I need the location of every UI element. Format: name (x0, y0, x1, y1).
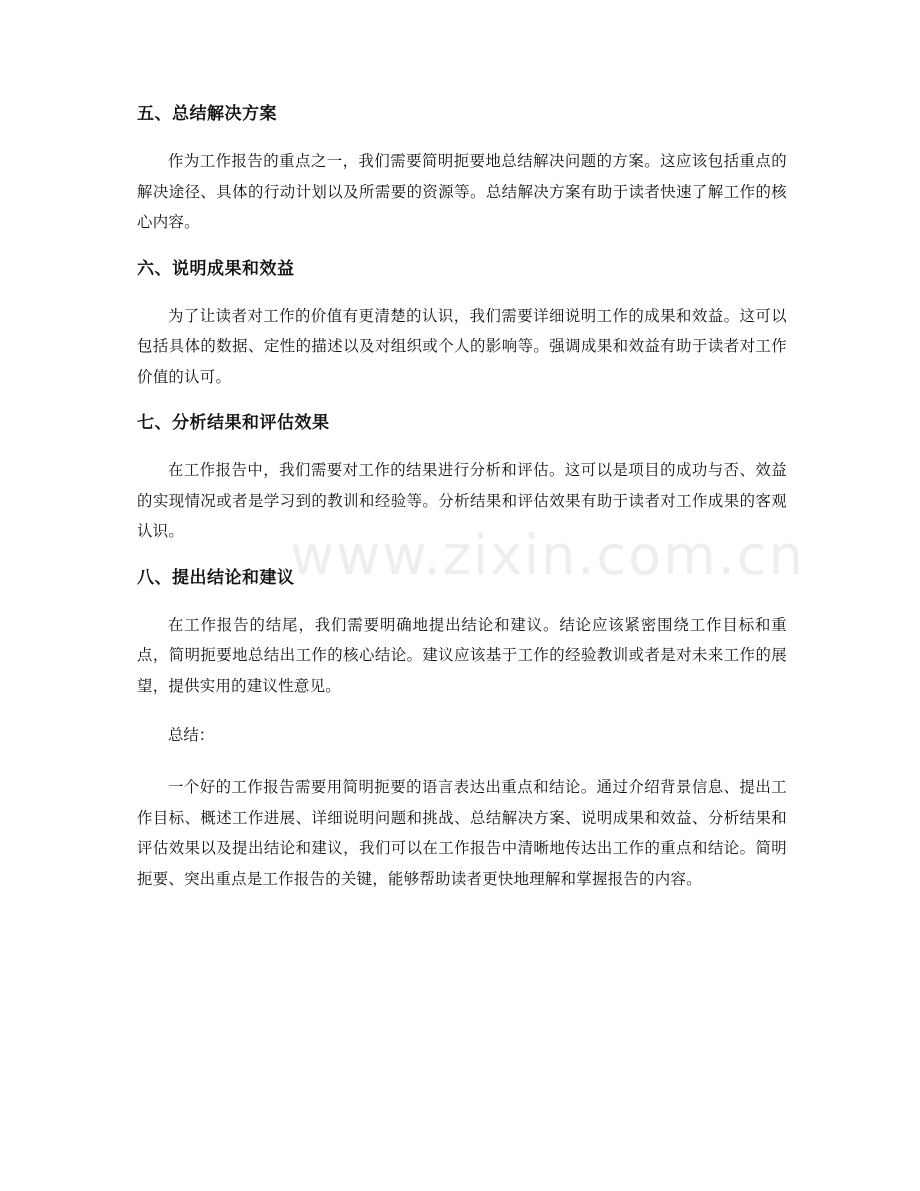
section-8 (137, 566, 787, 702)
section-paragraph: 在工作报告中，我们需要对工作的结果进行分析和评估。这可以是项目的成功与否、效益的实现情况或者是学习到的教训和经验等。分析结果和评估效果有助于读者对工作成果的客观认识。 (137, 461, 787, 540)
summary-label: 总结： (168, 726, 215, 744)
section-heading: 五、总结解决方案 (137, 104, 277, 124)
section-6 (137, 257, 787, 393)
section-5 (137, 102, 787, 238)
section-heading: 六、说明成果和效益 (137, 258, 295, 279)
summary-paragraph: 一个好的工作报告需要用简明扼要的语言表达出重点和结论。通过介绍背景信息、提出工作目标、概述工作进展、详细说明问题和挑战、总结解决方案、说明成果和效益、分析结果和评估效果以及提出结论和建议，我们可以在工作报告中清晰地传达出工作的重点和结论。简明扼要、突出重点是工作报告的关键，能够帮助读者更快地理解和掌握报告的内容。 (137, 778, 787, 888)
section-heading: 七、分析结果和评估效果 (137, 413, 330, 433)
watermark: www.zixin.com.cn (290, 524, 805, 587)
section-paragraph: 在工作报告的结尾，我们需要明确地提出结论和建议。结论应该紧密围绕工作目标和重点，简明扼要地总结出工作的核心结论。建议应该基于工作的经验教训或者是对未来工作的展望，提供实用的建议性意见。 (137, 615, 787, 695)
document-body (137, 102, 787, 913)
section-paragraph: 作为工作报告的重点之一，我们需要简明扼要地总结解决问题的方案。这应该包括重点的解决途径、具体的行动计划以及所需要的资源等。总结解决方案有助于读者快速了解工作的核心内容。 (137, 152, 787, 231)
section-7 (137, 411, 787, 547)
section-heading: 八、提出结论和建议 (137, 567, 295, 588)
section-paragraph: 为了让读者对工作的价值有更清楚的认识，我们需要详细说明工作的成果和效益。这可以包括具体的数据、定性的描述以及对组织或个人的影响等。强调成果和效益有助于读者对工作价值的认可。 (137, 306, 787, 386)
